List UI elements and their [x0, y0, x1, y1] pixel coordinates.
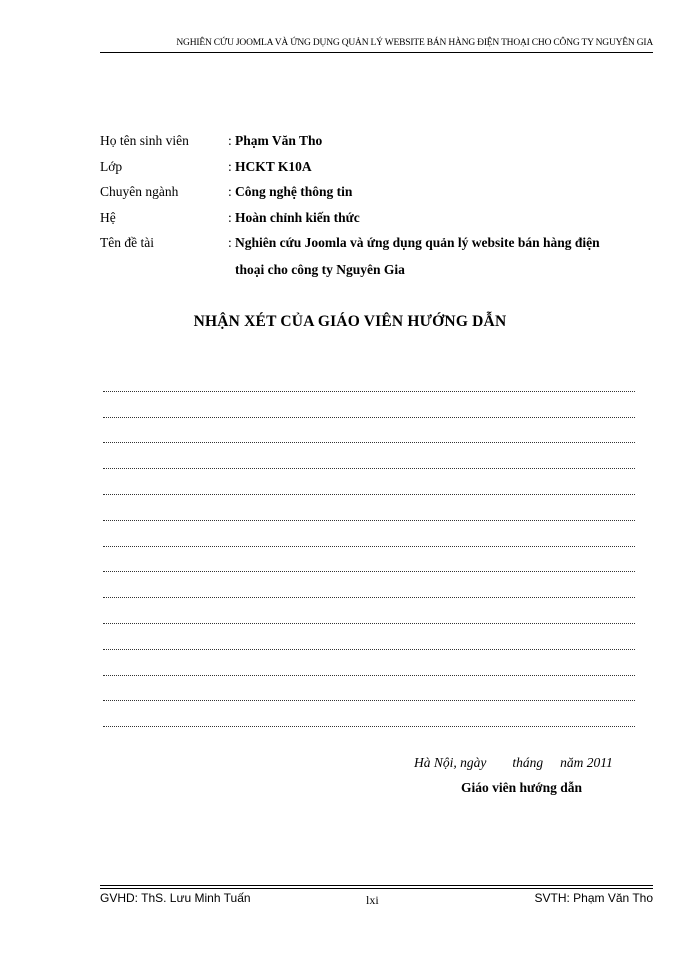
info-row-student-name — [100, 133, 640, 159]
info-label: Chuyên ngành — [100, 184, 179, 199]
info-label: Lớp — [100, 158, 123, 174]
info-label: Tên đề tài — [100, 235, 154, 250]
comment-blank-line — [103, 604, 635, 630]
comment-blank-line — [103, 372, 635, 398]
signature-date-line — [414, 755, 613, 771]
footer-rule-top — [100, 885, 653, 886]
footer-student: SVTH: Phạm Văn Tho — [534, 891, 653, 905]
signature-place-date: Hà Nội, ngày — [414, 755, 487, 770]
info-value: Phạm Văn Tho — [235, 133, 323, 148]
comment-blank-lines — [103, 372, 635, 733]
info-colon: : — [228, 209, 232, 225]
info-colon: : — [228, 184, 232, 199]
info-value: HCKT K10A — [235, 158, 312, 174]
info-colon: : — [228, 235, 232, 250]
info-row-class — [100, 159, 640, 185]
comment-section-title: NHẬN XÉT CỦA GIÁO VIÊN HƯỚNG DẪN — [193, 313, 507, 330]
comment-blank-line — [103, 398, 635, 424]
footer-supervisor: GVHD: ThS. Lưu Minh Tuấn — [100, 891, 251, 905]
comment-blank-line — [103, 578, 635, 604]
comment-blank-line — [103, 630, 635, 656]
comment-blank-line — [103, 553, 635, 579]
info-colon: : — [228, 158, 232, 174]
signature-role: Giáo viên hướng dẫn — [461, 780, 582, 795]
comment-blank-line — [103, 475, 635, 501]
page-number: lxi — [366, 893, 379, 907]
info-label: Hệ — [100, 209, 116, 225]
comment-blank-line — [103, 656, 635, 682]
footer-rule-bottom — [100, 888, 653, 889]
signature-month: tháng — [512, 755, 544, 770]
info-value: Hoàn chỉnh kiến thức — [235, 209, 360, 225]
running-header-title: NGHIÊN CỨU JOOMLA VÀ ỨNG DỤNG QUẢN LÝ WEBSITE BÁN HÀNG ĐIỆN THOẠI CHO CÔNG TY NGUYÊN GIA — [176, 38, 653, 48]
student-info-block — [100, 133, 640, 283]
comment-blank-line — [103, 449, 635, 475]
info-value: Công nghệ thông tin — [235, 184, 353, 199]
info-colon: : — [228, 133, 232, 148]
comment-blank-line — [103, 424, 635, 450]
comment-blank-line — [103, 501, 635, 527]
comment-blank-line — [103, 682, 635, 708]
comment-blank-line — [103, 527, 635, 553]
info-row-thesis-title — [100, 235, 640, 283]
signature-year: năm 2011 — [560, 755, 613, 770]
header-rule — [100, 52, 653, 53]
info-label: Họ tên sinh viên — [100, 133, 189, 148]
info-row-major — [100, 184, 640, 210]
comment-blank-line — [103, 707, 635, 733]
info-value: Nghiên cứu Joomla và ứng dụng quản lý website bán hàng điện thoại cho công ty Nguyên Gia — [235, 235, 600, 277]
